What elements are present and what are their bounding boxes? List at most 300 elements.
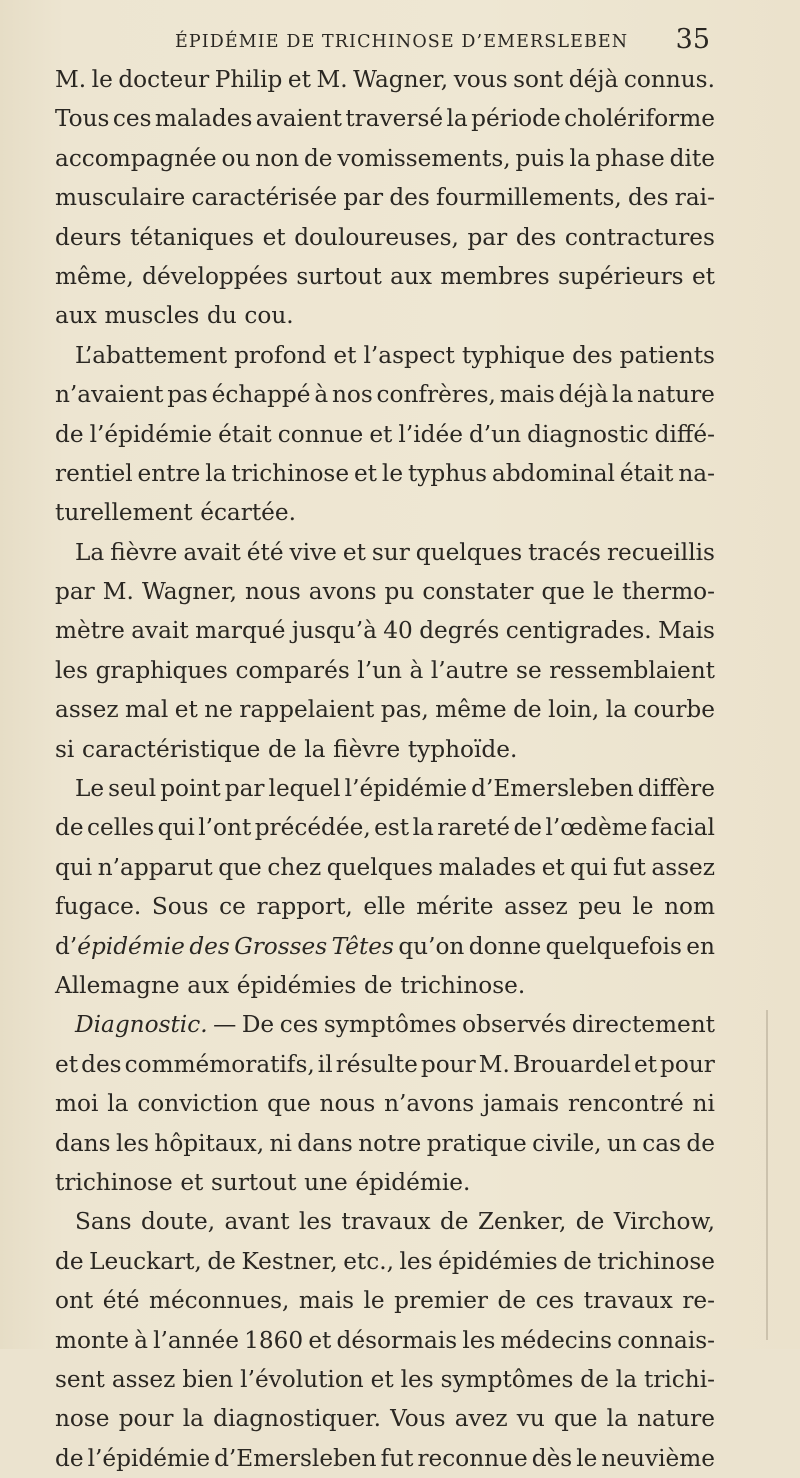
word: chez [267,853,322,881]
word: était [218,420,272,448]
word: la [612,381,634,409]
text-line [55,927,715,966]
word: trichinose [597,1247,715,1275]
word: ni [269,1129,292,1157]
word: est [374,814,410,842]
text-line [55,769,715,808]
word: de [268,735,297,763]
word: elle [363,893,406,921]
word: sont [513,66,564,93]
word: ni [692,1090,715,1118]
text-line [55,60,715,99]
word: aux [187,971,230,999]
word: point [160,775,221,803]
word: mètre [55,617,125,645]
word: nous [319,1090,376,1118]
word: la [446,105,468,133]
word: Sans [75,1208,132,1236]
word: directement [571,1011,715,1039]
paragraph [55,533,715,769]
word: neuvième [601,1444,715,1472]
word: assez [55,696,119,724]
word: puis [515,144,565,172]
word: confrères, [376,381,496,409]
word: du [206,302,237,330]
word: cholériforme [564,105,715,133]
word: traversé [345,105,444,133]
word: thermo- [622,578,715,606]
text-line [55,1242,715,1281]
word: deurs [55,223,122,251]
word: de [497,1287,527,1315]
word: de [686,1129,715,1157]
word: pas [167,381,208,409]
word: se [516,656,542,684]
word: avez [454,1405,508,1433]
word: par [343,184,384,212]
word: connue [277,420,364,448]
word: ces [112,105,152,133]
text-line [55,139,715,178]
word: M. [102,578,134,606]
word: d’un [468,420,522,448]
word: Allemagne [55,971,180,999]
word: et [691,262,715,290]
word: la [107,1090,129,1118]
word: quelques [326,853,434,881]
word: n’avaient [55,381,164,409]
word: malades [438,853,537,881]
word: et [370,1365,394,1393]
word: docteur [118,66,210,93]
running-head [115,22,710,56]
paragraph [55,1202,715,1478]
text-line [55,1399,715,1438]
word: trichi- [643,1365,715,1393]
text-line [55,533,715,572]
word: connais- [617,1326,715,1354]
word: monte [55,1326,129,1354]
word: de [580,1365,609,1393]
word: mais [298,1287,355,1315]
word: sent [55,1365,105,1393]
word: pas, [380,696,429,724]
word: phase [595,144,665,172]
word: civile, [532,1129,602,1157]
word: écartée. [200,499,296,527]
word: loin, [548,696,600,724]
word: contractures [564,223,715,251]
word: l’œdème [545,814,648,842]
word: et [633,1050,657,1078]
word: reconnue [417,1444,528,1472]
word: de [55,814,84,842]
text-line [55,1124,715,1163]
word: avait [183,538,241,566]
word: 40 [383,617,413,645]
word: des [572,341,613,369]
word: La [75,538,105,566]
word: M. [316,66,348,93]
word: par [467,223,508,251]
word: cas [642,1129,681,1157]
word: dans [297,1129,353,1157]
word: de [513,696,542,724]
word: ou [221,144,251,172]
word: seul [108,775,157,803]
word: de [363,971,393,999]
word: muscles [104,302,200,330]
word: des [189,932,230,960]
word: trichinose [55,1168,173,1196]
word: le [632,893,654,921]
text-line [55,1045,715,1084]
word: que [218,853,262,881]
word: fut [380,1444,414,1472]
word: par [55,578,95,606]
word: ces [279,1011,319,1039]
word: ne [204,696,233,724]
word: fièvre [110,538,178,566]
word: et [342,538,366,566]
word: turellement [55,499,193,527]
text-line [55,415,715,454]
paragraph [55,336,715,533]
word: avaient [255,105,342,133]
word: degrés [419,617,500,645]
word: patients [619,341,715,369]
word: à [314,381,329,409]
word: musculaire [55,184,186,212]
word: de [55,420,84,448]
text-line [55,651,715,690]
word: l’épidémie [89,420,213,448]
word: Diagnostic. [75,1011,208,1039]
word: Têtes [331,932,394,960]
text-line [55,375,715,414]
word: membres [440,262,550,290]
word: lequel [268,775,341,803]
word: diagnostic [527,420,649,448]
word: épidémies [438,1247,558,1275]
word: fugace. [55,893,142,921]
word: le [381,459,404,487]
word: vu [516,1405,545,1433]
word: nous [245,578,301,606]
word: période [471,105,561,133]
paragraph [55,769,715,1005]
word: etc., [343,1247,394,1275]
word: Zenker, [477,1208,567,1236]
word: les [399,1247,433,1275]
word: résulte [335,1050,418,1078]
word: nose [55,1405,110,1433]
word: ces [535,1287,575,1315]
word: des [81,1050,122,1078]
word: l’idée [398,420,463,448]
word: et [287,66,311,93]
word: de [513,814,543,842]
word: typhus [407,459,487,487]
word: M. [55,66,87,93]
word: l’épidémie [344,775,468,803]
word: la [182,1405,204,1433]
word: peu [578,893,622,921]
word: Tous [55,105,110,133]
body-text [55,60,715,1478]
word: qui [55,853,93,881]
word: pu [384,578,415,606]
word: l’autre [430,656,509,684]
text-line [55,493,715,532]
word: et [262,223,286,251]
word: entre [137,459,201,487]
text-line [55,730,715,769]
word: et [353,459,377,487]
text-line [55,1005,715,1044]
word: il [317,1050,333,1078]
word: conviction [137,1090,259,1118]
word: médecins [500,1326,613,1354]
word: qui [570,853,608,881]
text-line [55,1163,715,1202]
word: ce [219,893,246,921]
word: non [255,144,300,172]
word: l’aspect [363,341,455,369]
word: aux [390,262,433,290]
word: graphiques [95,656,228,684]
word: avant [224,1208,290,1236]
word: centigrades. [505,617,652,645]
word: nature [637,1405,715,1433]
word: pratique [426,1129,527,1157]
word: — [213,1011,237,1039]
word: surtout [296,262,382,290]
word: assez [111,1365,176,1393]
word: et [308,1326,332,1354]
word: échappé [211,381,311,409]
word: l’ont [198,814,252,842]
text-line [55,336,715,375]
word: l’année [153,1326,239,1354]
word: des [515,223,557,251]
word: rentiel [55,459,133,487]
word: Mais [658,617,715,645]
word: Wagner, [141,578,237,606]
word: fourmillements, [436,184,622,212]
word: diagnostiquer. [213,1405,381,1433]
word: typhique [461,341,566,369]
word: Philip [214,66,283,93]
word: la [615,1365,638,1393]
text-line [55,1360,715,1399]
word: Brouardel [512,1050,631,1078]
text-line [55,611,715,650]
word: pour [118,1405,174,1433]
word: ressemblaient [549,656,715,684]
word: bien [182,1365,234,1393]
word: la [412,814,434,842]
word: la [605,696,627,724]
text-line [55,966,715,1005]
word: premier [394,1287,489,1315]
word: qui [157,814,195,842]
text-line [55,690,715,729]
word: d’Emersleben [471,775,634,803]
word: pour [420,1050,476,1078]
word: l’un [357,656,402,684]
word: vive [289,538,337,566]
word: connus. [623,66,715,93]
text-line [55,887,715,926]
word: et [333,341,357,369]
word: développées [142,262,288,290]
word: vous [453,66,508,93]
word: aux [55,302,97,330]
word: notre [358,1129,422,1157]
word: les [462,1326,496,1354]
word: Sous [151,893,209,921]
word: déjà [568,66,619,93]
text-line [55,257,715,296]
word: méconnues, [148,1287,290,1315]
word: les [400,1365,434,1393]
word: observés [462,1011,567,1039]
word: désormais [336,1326,458,1354]
word: de [439,1208,469,1236]
word: Vous [390,1405,446,1433]
word: celles [87,814,155,842]
word: nom [664,893,715,921]
word: mérite [416,893,494,921]
word: n’apparut [97,853,213,881]
word: précédée, [254,814,371,842]
word: la [569,144,591,172]
word: fut [613,853,646,881]
running-head-title: ÉPIDÉMIE DE TRICHINOSE D’EMERSLEBEN [175,32,629,52]
word: des [628,184,669,212]
word: été [102,1287,140,1315]
word: et [180,1168,204,1196]
word: était [619,459,674,487]
word: par [224,775,265,803]
word: mais [499,381,555,409]
word: diffère [637,775,715,803]
page-number: 35 [675,24,710,55]
word: pour [660,1050,715,1078]
word: de [575,1208,605,1236]
paragraph [55,1005,715,1202]
word: cou. [244,302,294,330]
word: que [541,578,585,606]
word: avait [131,617,189,645]
word: avons [308,578,377,606]
text-line [55,99,715,138]
word: vomissements, [337,144,511,172]
word: supérieurs [558,262,684,290]
word: d’épidémie [55,932,185,960]
word: trichinose. [400,971,526,999]
word: de [207,1247,236,1275]
word: trichinose [231,459,350,487]
word: et [55,1050,79,1078]
word: sur [371,538,410,566]
word: nature [637,381,715,409]
word: marqué [195,617,286,645]
text-line [55,572,715,611]
word: qu’on [398,932,465,960]
word: courbe [633,696,715,724]
word: l’évolution [240,1365,364,1393]
word: à [409,656,424,684]
text-line [55,1084,715,1123]
word: le [91,66,113,93]
word: tétaniques [130,223,254,251]
text-line [55,454,715,493]
word: travaux [341,1208,431,1236]
word: typhoïde. [407,735,518,763]
word: donne [468,932,542,960]
word: la [606,1405,628,1433]
word: les [298,1208,332,1236]
word: les [115,1129,149,1157]
word: si [55,735,75,763]
word: le [576,1444,598,1472]
word: M. [478,1050,510,1078]
word: surtout [211,1168,297,1196]
text-line [55,1321,715,1360]
word: comparés [235,656,350,684]
word: dès [531,1444,573,1472]
text-line [55,1202,715,1241]
word: re- [682,1287,715,1315]
word: rai- [674,184,715,212]
word: constater [422,578,534,606]
word: les [55,656,89,684]
word: de [55,1247,84,1275]
word: quelquefois [545,932,682,960]
word: des [389,184,430,212]
word: Leuckart, [89,1247,202,1275]
word: épidémie. [355,1168,471,1196]
word: quelques [415,538,523,566]
word: rencontré [567,1090,684,1118]
word: dite [669,144,715,172]
word: dans [55,1129,111,1157]
word: jusqu’à [291,617,377,645]
page-edge-shadow [766,1010,768,1340]
word: malades [154,105,253,133]
word: 1860 [244,1326,304,1354]
word: un [606,1129,637,1157]
word: de [303,144,333,172]
word: douloureuses, [294,223,459,251]
word: tracés [528,538,601,566]
word: rareté [437,814,511,842]
word: une [304,1168,348,1196]
word: Le [75,775,105,803]
word: déjà [558,381,609,409]
word: été [246,538,284,566]
word: en [686,932,715,960]
word: diffé- [654,420,715,448]
word: rapport, [256,893,353,921]
word: le [592,578,615,606]
word: même, [55,262,134,290]
paragraph [55,60,715,336]
word: jamais [482,1090,560,1118]
word: que [267,1090,311,1118]
